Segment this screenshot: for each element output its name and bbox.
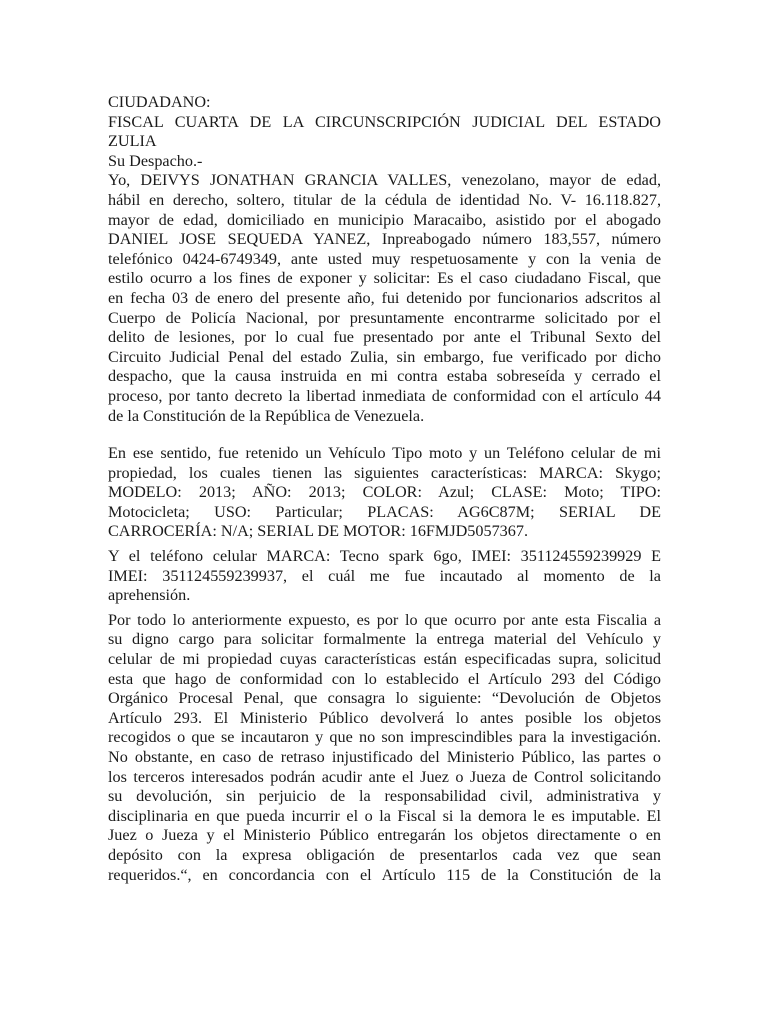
paragraph-line: DANIEL JOSE SEQUEDA YANEZ, Inpreabogado número 183,557, número bbox=[108, 230, 661, 249]
paragraph-line: en fecha 03 de enero del presente año, fui detenido por funcionarios adscritos al bbox=[108, 288, 661, 307]
paragraph-line: Orgánico Procesal Penal, que consagra lo siguiente: “Devolución de Objetos bbox=[108, 689, 661, 708]
recipient-block bbox=[108, 93, 661, 171]
paragraph-line: estilo ocurro a los fines de exponer y solicitar: Es el caso ciudadano Fiscal, que bbox=[108, 269, 661, 288]
paragraph-line: depósito con la expresa obligación de presentarlos cada vez que sean bbox=[108, 845, 661, 864]
paragraph-vehicle bbox=[108, 444, 661, 542]
paragraph-line: Juez o Jueza y el Ministerio Público entregarán los objetos directamente o en bbox=[108, 826, 661, 845]
paragraph-line: No obstante, en caso de retraso injustificado del Ministerio Público, las partes o bbox=[108, 748, 661, 766]
paragraph-line: delito de lesiones, por lo cual fue presentado por ante el Tribunal Sexto del bbox=[108, 328, 661, 347]
paragraph-line: Artículo 293. El Ministerio Público devolverá lo antes posible los objetos bbox=[108, 708, 661, 727]
letter-body bbox=[108, 93, 661, 885]
paragraph-line: proceso, por tanto decreto la libertad inmediata de conformidad con el artículo 44 bbox=[108, 386, 661, 405]
paragraph-line: los terceros interesados podrán acudir ante el Juez o Jueza de Control solicitando bbox=[108, 767, 661, 786]
paragraph-request bbox=[108, 611, 661, 885]
paragraph-line: IMEI: 351124559239937, el cuál me fue incautado al momento de la bbox=[108, 566, 661, 585]
paragraph-line: de la Constitución de la República de Venezuela. bbox=[108, 406, 425, 425]
paragraph-line: Circuito Judicial Penal del estado Zulia, sin embargo, fue verificado por dicho bbox=[108, 347, 661, 366]
paragraph-line: recogidos o que se incautaron y que no son imprescindibles para la investigación. bbox=[108, 728, 661, 747]
paragraph-line: telefónico 0424-6749349, ante usted muy respetuosamente y con la venia de bbox=[108, 249, 661, 268]
paragraph-line: CARROCERÍA: N/A; SERIAL DE MOTOR: 16FMJD5057367. bbox=[108, 522, 529, 541]
paragraph-line: disciplinaria en que pueda incurrir el o la Fiscal si la demora le es imputable. El bbox=[108, 806, 661, 825]
paragraph-line: su digno cargo para solicitar formalmente la entrega material del Vehículo y bbox=[108, 630, 661, 649]
paragraph-line: despacho, que la causa instruida en mi contra estaba sobreseída y cerrado el bbox=[108, 367, 661, 386]
paragraph-line: aprehensión. bbox=[108, 586, 191, 605]
paragraph-line: En ese sentido, fue retenido un Vehículo Tipo moto y un Teléfono celular de mi bbox=[108, 444, 661, 463]
paragraph-line: Motocicleta; USO: Particular; PLACAS: AG6C87M; SERIAL DE bbox=[108, 502, 661, 521]
paragraph-line: MODELO: 2013; AÑO: 2013; COLOR: Azul; CLASE: Moto; TIPO: bbox=[108, 483, 661, 502]
paragraph-line: mayor de edad, domiciliado en municipio Maracaibo, asistido por el abogado bbox=[108, 210, 661, 229]
paragraph-spacer bbox=[108, 426, 661, 444]
paragraph-line: Y el teléfono celular MARCA: Tecno spark 6go, IMEI: 351124559239929 E bbox=[108, 547, 661, 566]
paragraph-line: celular de mi propiedad cuyas características están especificadas supra, solicitud bbox=[108, 650, 661, 669]
paragraph-identification bbox=[108, 171, 661, 426]
paragraph-line: Por todo lo anteriormente expuesto, es por lo que ocurro por ante esta Fiscalia a bbox=[108, 610, 661, 629]
paragraph-line: su devolución, sin perjuicio de la responsabilidad civil, administrativa y bbox=[108, 787, 661, 806]
recipient-office: FISCAL CUARTA DE LA CIRCUNSCRIPCIÓN JUDICIAL DEL ESTADO bbox=[108, 112, 661, 131]
recipient-state: ZULIA bbox=[108, 132, 157, 151]
paragraph-line: hábil en derecho, soltero, titular de la cédula de identidad No. V- 16.118.827, bbox=[108, 190, 661, 209]
paragraph-line: Yo, DEIVYS JONATHAN GRANCIA VALLES, venezolano, mayor de edad, bbox=[108, 171, 661, 190]
paragraph-line: propiedad, los cuales tienen las siguientes características: MARCA: Skygo; bbox=[108, 463, 661, 482]
paragraph-line: esta que hago de conformidad con lo establecido el Artículo 293 del Código bbox=[108, 669, 661, 688]
salutation: Su Despacho.- bbox=[108, 151, 203, 170]
paragraph-phone bbox=[108, 547, 661, 606]
recipient-title: CIUDADANO: bbox=[108, 93, 211, 111]
paragraph-line: Cuerpo de Policía Nacional, por presuntamente encontrarme solicitado por el bbox=[108, 308, 661, 327]
paragraph-line: requeridos.“, en concordancia con el Artículo 115 de la Constitución de la bbox=[108, 865, 661, 884]
